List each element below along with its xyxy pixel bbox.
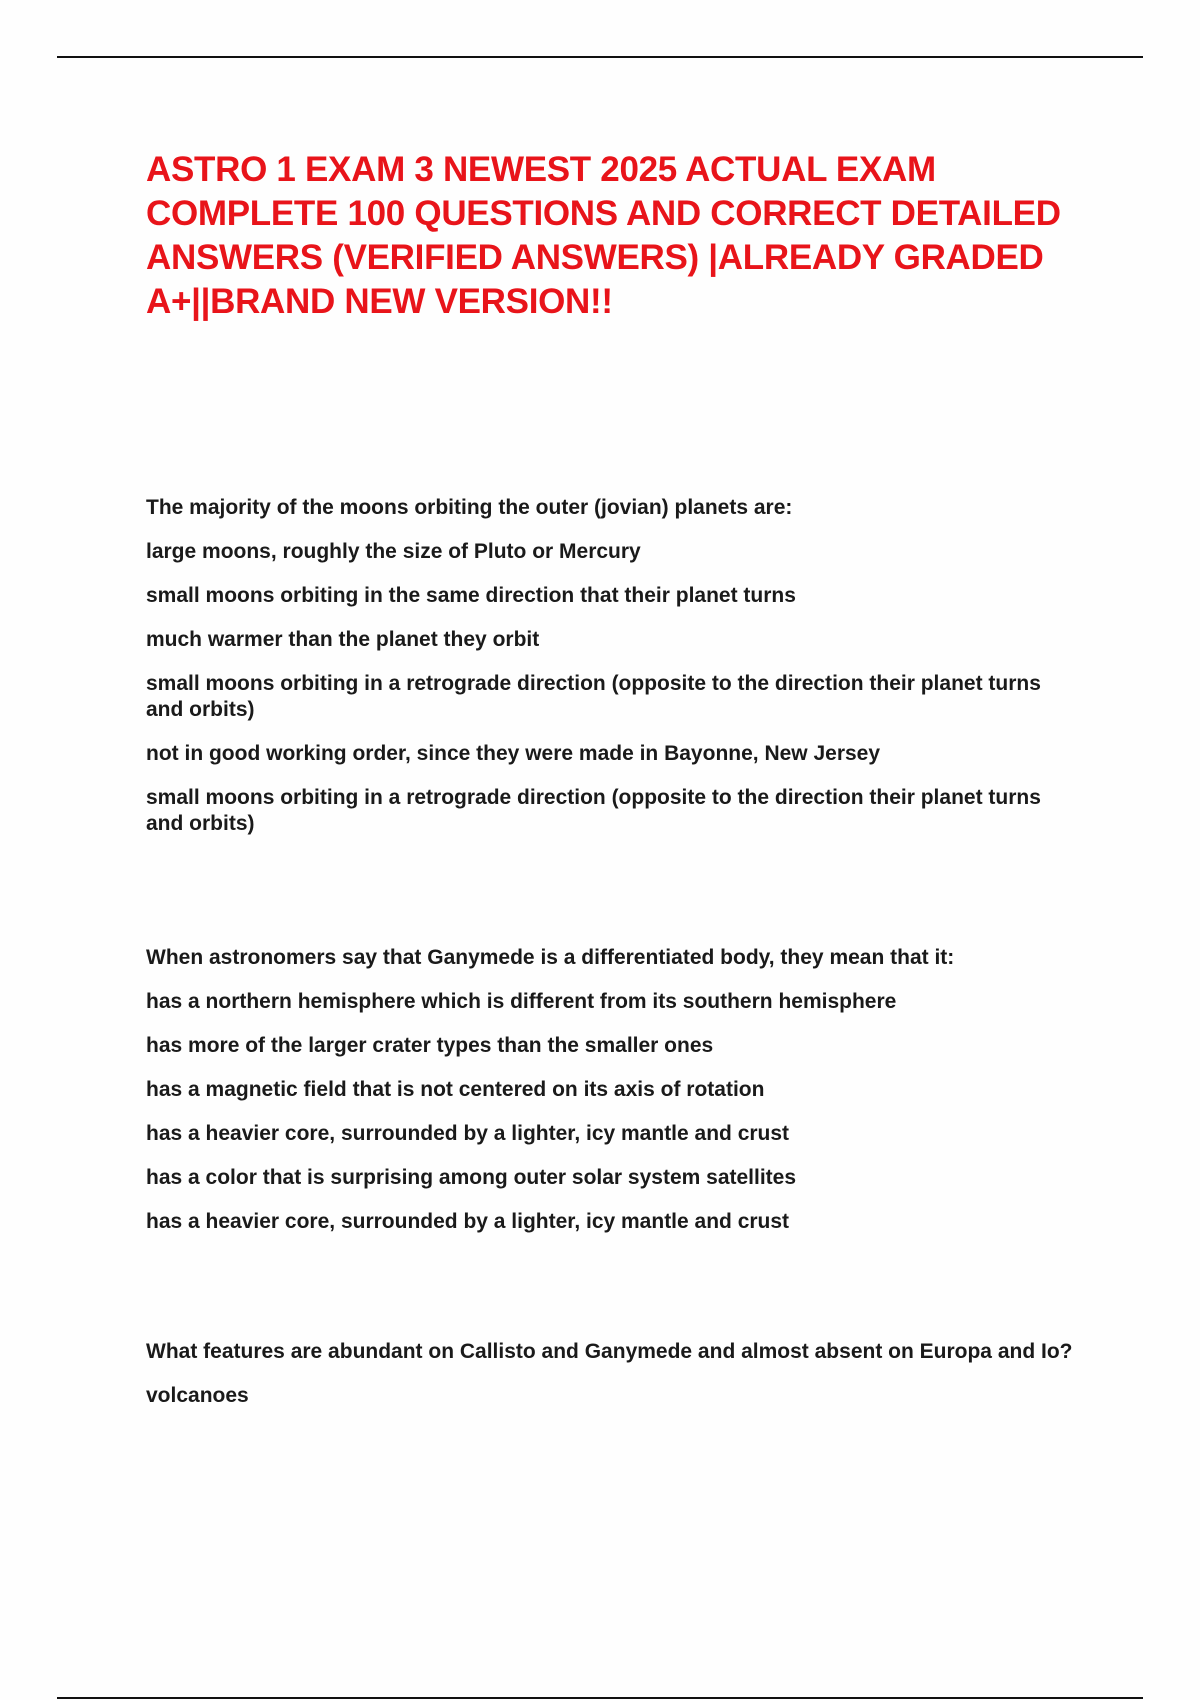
option: much warmer than the planet they orbit bbox=[146, 628, 540, 651]
option: small moons orbiting in the same direction that their planet turns bbox=[146, 584, 796, 607]
option: small moons orbiting in a retrograde direction (opposite to the direction their planet turns and orbits) bbox=[146, 672, 1041, 721]
answer: volcanoes bbox=[146, 1384, 249, 1407]
question-text: What features are abundant on Callisto and Ganymede and almost absent on Europa and Io? bbox=[146, 1340, 1073, 1363]
option: has a magnetic field that is not centered on its axis of rotation bbox=[146, 1078, 765, 1101]
question-block-2 bbox=[146, 945, 1076, 1235]
answer: small moons orbiting in a retrograde direction (opposite to the direction their planet turns and orbits) bbox=[146, 786, 1041, 835]
question-block-3 bbox=[146, 1339, 1076, 1409]
option: has a northern hemisphere which is different from its southern hemisphere bbox=[146, 990, 897, 1013]
bottom-rule bbox=[57, 1697, 1143, 1699]
top-rule bbox=[57, 56, 1143, 58]
question-block-1 bbox=[146, 495, 1076, 837]
option: has a color that is surprising among outer solar system satellites bbox=[146, 1166, 797, 1189]
document-title: ASTRO 1 EXAM 3 NEWEST 2025 ACTUAL EXAM COMPLETE 100 QUESTIONS AND CORRECT DETAILED ANSWERS (VERIFIED ANSWERS) |ALREADY GRADED A+||BRAND NEW VERSION!! bbox=[146, 150, 1061, 321]
question-text: The majority of the moons orbiting the outer (jovian) planets are: bbox=[146, 496, 793, 519]
option: large moons, roughly the size of Pluto or Mercury bbox=[146, 540, 641, 563]
answer: has a heavier core, surrounded by a lighter, icy mantle and crust bbox=[146, 1210, 790, 1233]
option: has more of the larger crater types than the smaller ones bbox=[146, 1034, 714, 1057]
option: has a heavier core, surrounded by a lighter, icy mantle and crust bbox=[146, 1122, 790, 1145]
question-text: When astronomers say that Ganymede is a differentiated body, they mean that it: bbox=[146, 946, 955, 969]
option: not in good working order, since they were made in Bayonne, New Jersey bbox=[146, 742, 881, 765]
